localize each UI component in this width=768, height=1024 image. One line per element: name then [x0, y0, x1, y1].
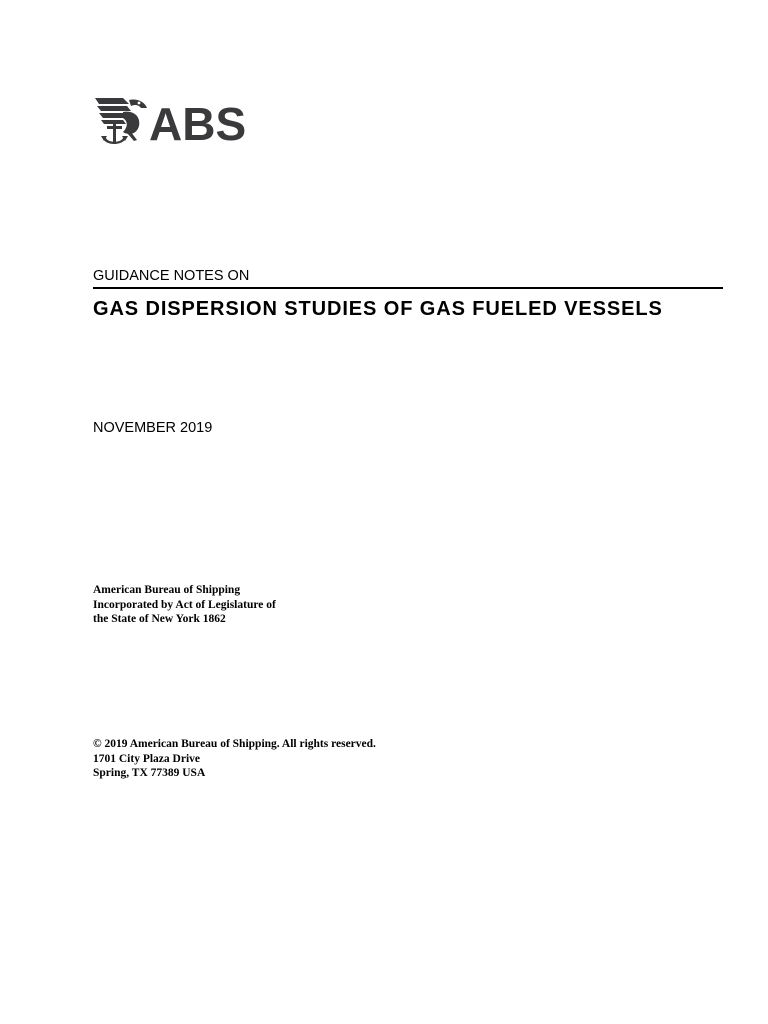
address-city: Spring, TX 77389 USA	[93, 767, 206, 779]
organization-block	[93, 583, 276, 627]
address-street: 1701 City Plaza Drive	[93, 752, 200, 765]
organization-name: American Bureau of Shipping	[93, 584, 241, 596]
copyright-block	[93, 737, 376, 781]
copyright-notice: © 2019 American Bureau of Shipping. All rights reserved.	[93, 738, 376, 750]
publication-date: NOVEMBER 2019	[93, 420, 213, 436]
document-title: GAS DISPERSION STUDIES OF GAS FUELED VESSELS	[93, 298, 663, 320]
abs-logo	[93, 94, 253, 152]
organization-incorporation: Incorporated by Act of Legislature of	[93, 598, 276, 611]
title-divider	[93, 287, 723, 289]
document-subtitle: GUIDANCE NOTES ON	[93, 268, 250, 284]
organization-state: the State of New York 1862	[93, 613, 226, 625]
logo-wordmark: ABS	[149, 98, 247, 150]
eagle-anchor-icon	[93, 94, 151, 152]
